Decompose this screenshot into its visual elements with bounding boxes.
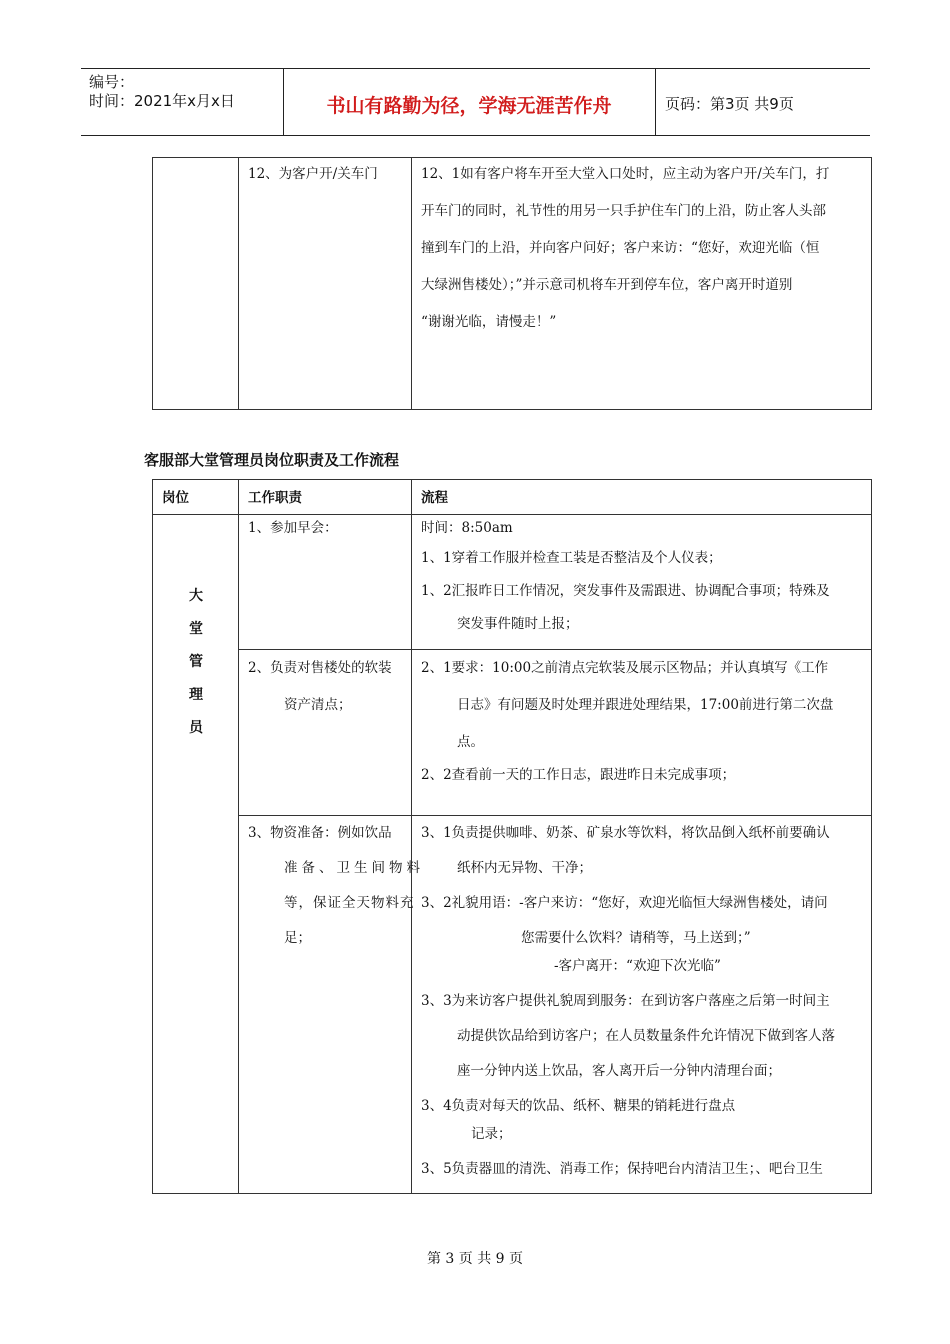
process-line: 12、1如有客户将车开至大堂入口处时，应主动为客户开/关车门，打	[421, 166, 830, 182]
process-line: “谢谢光临，请慢走！”	[421, 314, 557, 330]
table-row	[153, 650, 872, 816]
process-line: 日志》有问题及时处理并跟进处理结果，17:00前进行第二次盘	[457, 697, 834, 713]
duty-line: 资产清点；	[284, 697, 352, 713]
page-footer: 第 3 页 共 9 页	[426, 1251, 524, 1267]
post-char: 理	[189, 687, 203, 703]
header-divider	[655, 69, 656, 135]
post-cell	[153, 158, 239, 410]
header-meta	[89, 73, 235, 111]
process-cell	[412, 816, 872, 1194]
post-cell	[153, 515, 239, 1194]
process-line: 点。	[457, 734, 484, 750]
header-number: 编号：	[89, 73, 135, 91]
process-line: 记录；	[471, 1126, 512, 1142]
process-line: 3、3为来访客户提供礼貌周到服务：在到访客户落座之后第一时间主	[421, 993, 830, 1009]
process-line: 纸杯内无异物、干净；	[457, 860, 592, 876]
post-char: 管	[189, 654, 203, 670]
table-header-row	[153, 480, 872, 515]
duty-line: 足；	[284, 930, 311, 946]
duty-cell	[239, 816, 424, 1194]
table-row	[153, 515, 872, 650]
header-motto: 书山有路勤为径，学海无涯苦作舟	[326, 95, 612, 117]
process-line: 1、1穿着工作服并检查工装是否整洁及个人仪表；	[421, 550, 722, 566]
duty-line: 等，保证全天物料充	[284, 895, 415, 911]
process-cell	[412, 650, 872, 816]
process-line: 大绿洲售楼处）；”并示意司机将车开到停车位，客户离开时道别	[421, 277, 793, 293]
post-char: 员	[189, 720, 203, 736]
duty-cell	[239, 650, 412, 816]
process-line: 座一分钟内送上饮品，客人离开后一分钟内清理台面；	[457, 1063, 781, 1079]
duty-cell	[239, 158, 412, 410]
post-char: 大	[189, 588, 203, 604]
duty-line: 3、物资准备：例如饮品	[248, 825, 392, 841]
header-time: 时间：2021年x月x日	[89, 92, 235, 110]
process-line: 3、2礼貌用语：-客户来访：“您好，欢迎光临恒大绿洲售楼处，请问	[421, 895, 828, 911]
process-line: 2、1要求：10:00之前清点完软装及展示区物品；并认真填写《工作	[421, 660, 829, 676]
process-line: 2、2查看前一天的工作日志，跟进昨日未完成事项；	[421, 767, 736, 783]
page-header	[81, 68, 870, 136]
section-title: 客服部大堂管理员岗位职责及工作流程	[144, 451, 400, 469]
header-page-number: 页码：第3页 共9页	[665, 95, 794, 113]
header-process: 流程	[421, 490, 448, 506]
process-cell	[412, 515, 872, 650]
duty-line: 准备、卫生间物料	[284, 860, 424, 876]
process-line: 您需要什么饮料？请稍等，马上送到；”	[521, 930, 751, 946]
process-line: 撞到车门的上沿，并向客户问好；客户来访：“您好，欢迎光临（恒	[421, 240, 820, 256]
process-cell	[412, 158, 872, 410]
process-line: 3、1负责提供咖啡、奶茶、矿泉水等饮料，将饮品倒入纸杯前要确认	[421, 825, 830, 841]
table-row	[153, 816, 872, 1194]
process-line: 开车门的同时，礼节性的用另一只手护住车门的上沿，防止客人头部	[421, 203, 826, 219]
process-line: -客户离开：“欢迎下次光临”	[554, 958, 721, 974]
duty-line: 1、参加早会：	[248, 520, 338, 536]
duty-line: 2、负责对售楼处的软装	[248, 660, 392, 676]
process-line: 1、2汇报昨日工作情况，突发事件及需跟进、协调配合事项；特殊及	[421, 583, 830, 599]
duty-table	[152, 479, 872, 1194]
header-post: 岗位	[162, 490, 189, 506]
process-line: 时间：8:50am	[421, 520, 513, 536]
header-duty: 工作职责	[248, 490, 302, 506]
process-line: 突发事件随时上报；	[457, 616, 579, 632]
process-line: 3、4负责对每天的饮品、纸杯、糖果的销耗进行盘点	[421, 1098, 736, 1114]
duty-cell	[239, 515, 412, 650]
process-line: 动提供饮品给到访客户；在人员数量条件允许情况下做到客人落	[457, 1028, 835, 1044]
duty-table-continued	[152, 157, 872, 410]
process-line: 3、5负责器皿的清洗、消毒工作；保持吧台内清洁卫生；、吧台卫生	[421, 1161, 823, 1177]
duty-text: 12、为客户开/关车门	[248, 166, 378, 182]
post-char: 堂	[189, 621, 203, 637]
